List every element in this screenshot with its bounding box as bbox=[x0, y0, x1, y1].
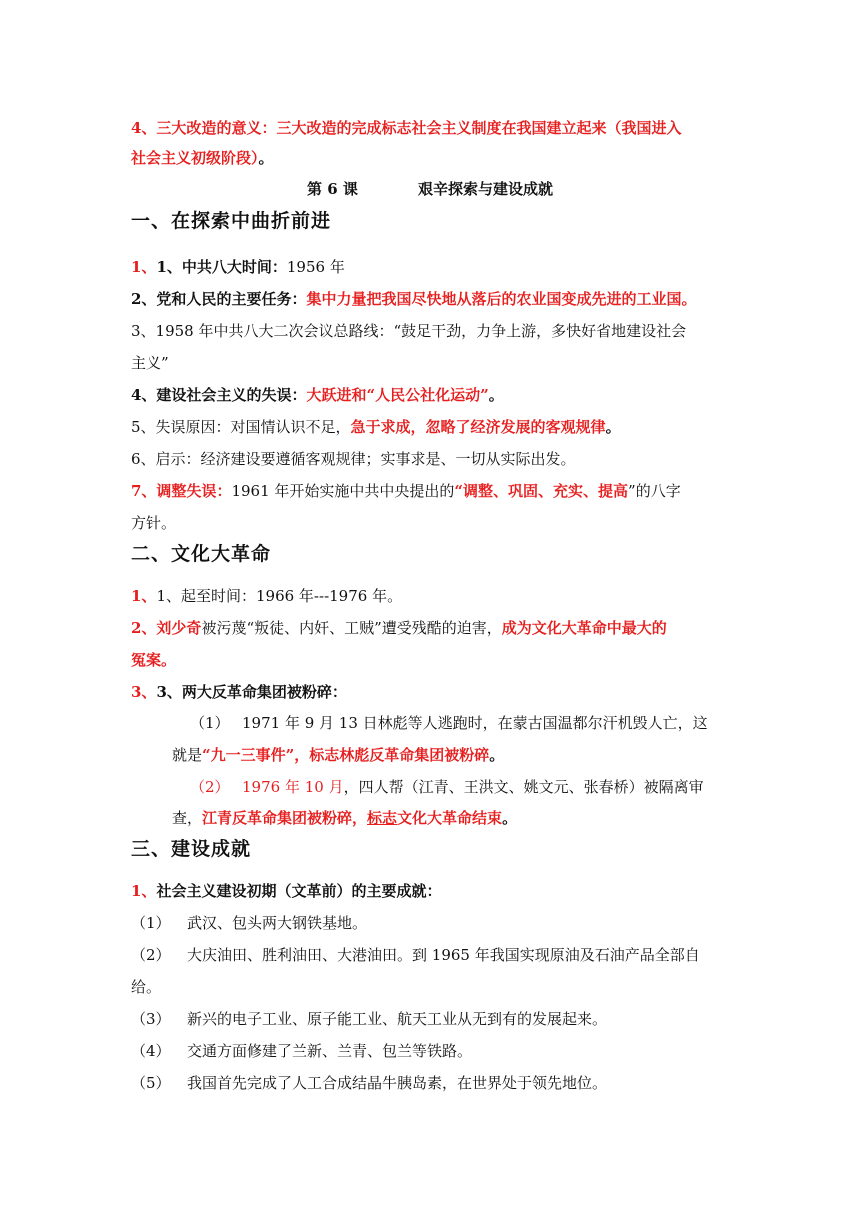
s3-list-item bbox=[131, 1039, 731, 1063]
s2-i2-label: 2、刘少奇 bbox=[131, 619, 202, 637]
s2-sub-1 bbox=[190, 711, 730, 735]
s1-i5-label: 5、失误原因：对国情认识不足， bbox=[131, 418, 351, 436]
s2-sub2-date: 1976 年 10 月 bbox=[242, 778, 344, 796]
s2-i1-label: 1、起至时间： bbox=[156, 587, 256, 605]
s3-list-item bbox=[131, 911, 731, 935]
s1-item-6: 6、启示：经济建设要遵循客观规律；实事求是、一切从实际出发。 bbox=[131, 450, 576, 468]
s1-item-1: 1、1、中共八大时间：1956 年 bbox=[131, 258, 345, 276]
s1-item-7-cont: 方针。 bbox=[131, 514, 177, 532]
s1-i5-end: 。 bbox=[605, 418, 621, 436]
lesson-number: 第 6 课 bbox=[307, 180, 358, 198]
s2-sub1-end: 。 bbox=[489, 746, 505, 764]
s2-sub2-end: 。 bbox=[502, 809, 518, 827]
lesson-title bbox=[0, 177, 860, 201]
s2-sub1-number: （1） bbox=[190, 714, 230, 732]
s1-i2-value: 集中力量把我国尽快地从落后的农业国变成先进的工业国。 bbox=[306, 290, 697, 308]
s2-sub2-text2: 查， bbox=[172, 809, 203, 827]
s1-item-5 bbox=[131, 415, 731, 439]
s2-sub1-text: 1971 年 9 月 13 日林彪等人逃跑时，在蒙古国温都尔汗机毁人亡，这 bbox=[242, 714, 708, 732]
s2-sub1-text2: 就是 bbox=[172, 746, 203, 764]
s1-item-2 bbox=[131, 287, 731, 311]
s2-i3-label: 3、两大反革命集团被粉碎： bbox=[156, 683, 347, 701]
s3-item-number: （4） bbox=[131, 1042, 171, 1060]
s3-item-number: （3） bbox=[131, 1010, 171, 1028]
s2-i1-value: 1966 年---1976 年。 bbox=[255, 587, 403, 605]
s3-item-text: 交通方面修建了兰新、兰青、包兰等铁路。 bbox=[187, 1042, 473, 1060]
s2-sub2-text: ，四人帮（江青、王洪文、姚文元、张春桥）被隔离审 bbox=[343, 778, 704, 796]
p4-highlight: 社会主义制度在我国建立起来（我国进入 bbox=[411, 119, 682, 137]
s2-sub2-value: 江青反革命集团被粉碎， bbox=[202, 809, 368, 827]
s1-i7-label: 7、调整失误： bbox=[131, 482, 232, 500]
s2-sub-2-cont bbox=[172, 806, 772, 830]
p4-highlight-cont: 社会主义初级阶段） bbox=[131, 149, 259, 167]
s3-list-item-cont bbox=[131, 975, 731, 999]
s1-i4-end: 。 bbox=[488, 386, 504, 404]
lesson-name: 艰辛探索与建设成就 bbox=[417, 180, 553, 198]
s2-sub1-value: “九一三事件”，标志林彪反革命集团被粉碎 bbox=[202, 746, 490, 764]
s2-sub-1-cont bbox=[172, 743, 772, 767]
s1-i1-value: 1956 年 bbox=[286, 258, 345, 276]
s1-item-4 bbox=[131, 383, 731, 407]
s3-list-item bbox=[131, 1071, 731, 1095]
s1-i4-value: 大跃进和“人民公社化运动” bbox=[306, 386, 489, 404]
s3-list-item bbox=[131, 943, 731, 967]
s3-i1-label: 社会主义建设初期（文革前）的主要成就： bbox=[156, 882, 442, 900]
s3-item-text: 大庆油田、胜利油田、大港油田。到 1965 年我国实现原油及石油产品全部自 bbox=[187, 946, 700, 964]
s2-sub2-value2: 文化大革命结束 bbox=[397, 809, 503, 827]
s2-item-2 bbox=[131, 616, 731, 640]
paragraph-4-line2 bbox=[131, 146, 731, 170]
section-2-heading: 二、文化大革命 bbox=[131, 543, 272, 565]
s2-sub2-underlined: 标志 bbox=[367, 809, 398, 827]
s3-item-number: （1） bbox=[131, 914, 171, 932]
s2-i2-value: 成为文化大革命中最大的 bbox=[501, 619, 667, 637]
s1-i5-value: 急于求成，忽略了经济发展的客观规律 bbox=[350, 418, 606, 436]
s2-item-1: 1、1、起至时间：1966 年---1976 年。 bbox=[131, 587, 403, 605]
s2-i2-text: 被污蔑“叛徒、内奸、工贼”遭受残酷的迫害， bbox=[201, 619, 502, 637]
s3-i1-number: 1、 bbox=[131, 882, 157, 900]
s3-list-item bbox=[131, 1007, 731, 1031]
p4-label: 4、三大改造的意义：三大改造的完成标志 bbox=[131, 119, 412, 137]
s3-item-text: 我国首先完成了人工合成结晶牛胰岛素，在世界处于领先地位。 bbox=[187, 1074, 608, 1092]
s1-i7-text2: ”的八字 bbox=[628, 482, 681, 500]
s1-i1-label: 1、中共八大时间： bbox=[156, 258, 287, 276]
s1-i7-text: 1961 年开始实施中共中央提出的 bbox=[231, 482, 455, 500]
s2-sub-2 bbox=[190, 775, 730, 799]
s1-i7-value: “调整、巩固、充实、提高 bbox=[454, 482, 629, 500]
section-3-heading: 三、建设成就 bbox=[131, 838, 252, 860]
s1-i2-label: 2、党和人民的主要任务： bbox=[131, 290, 307, 308]
s3-item-1 bbox=[131, 879, 731, 903]
s3-item-number: （2） bbox=[131, 946, 171, 964]
s1-item-3: 3、1958 年中共八大二次会议总路线：“鼓足干劲，力争上游，多快好省地建设社会 bbox=[131, 322, 687, 340]
s3-item-text: 新兴的电子工业、原子能工业、航天工业从无到有的发展起来。 bbox=[187, 1010, 608, 1028]
paragraph-4-line1 bbox=[131, 116, 731, 140]
s2-item-2-cont: 冤案。 bbox=[131, 651, 177, 669]
section-1-heading: 一、在探索中曲折前进 bbox=[131, 210, 332, 232]
s1-item-3-cont: 主义” bbox=[131, 354, 169, 372]
s3-item-text: 给。 bbox=[131, 978, 162, 996]
s2-sub2-number: （2） bbox=[190, 778, 230, 796]
p4-end: 。 bbox=[258, 149, 274, 167]
s2-item-3: 3、3、两大反革命集团被粉碎： bbox=[131, 683, 347, 701]
s1-item-7 bbox=[131, 479, 731, 503]
s3-item-number: （5） bbox=[131, 1074, 171, 1092]
s1-i4-label: 4、建设社会主义的失误： bbox=[131, 386, 307, 404]
s3-item-text: 武汉、包头两大钢铁基地。 bbox=[187, 914, 368, 932]
